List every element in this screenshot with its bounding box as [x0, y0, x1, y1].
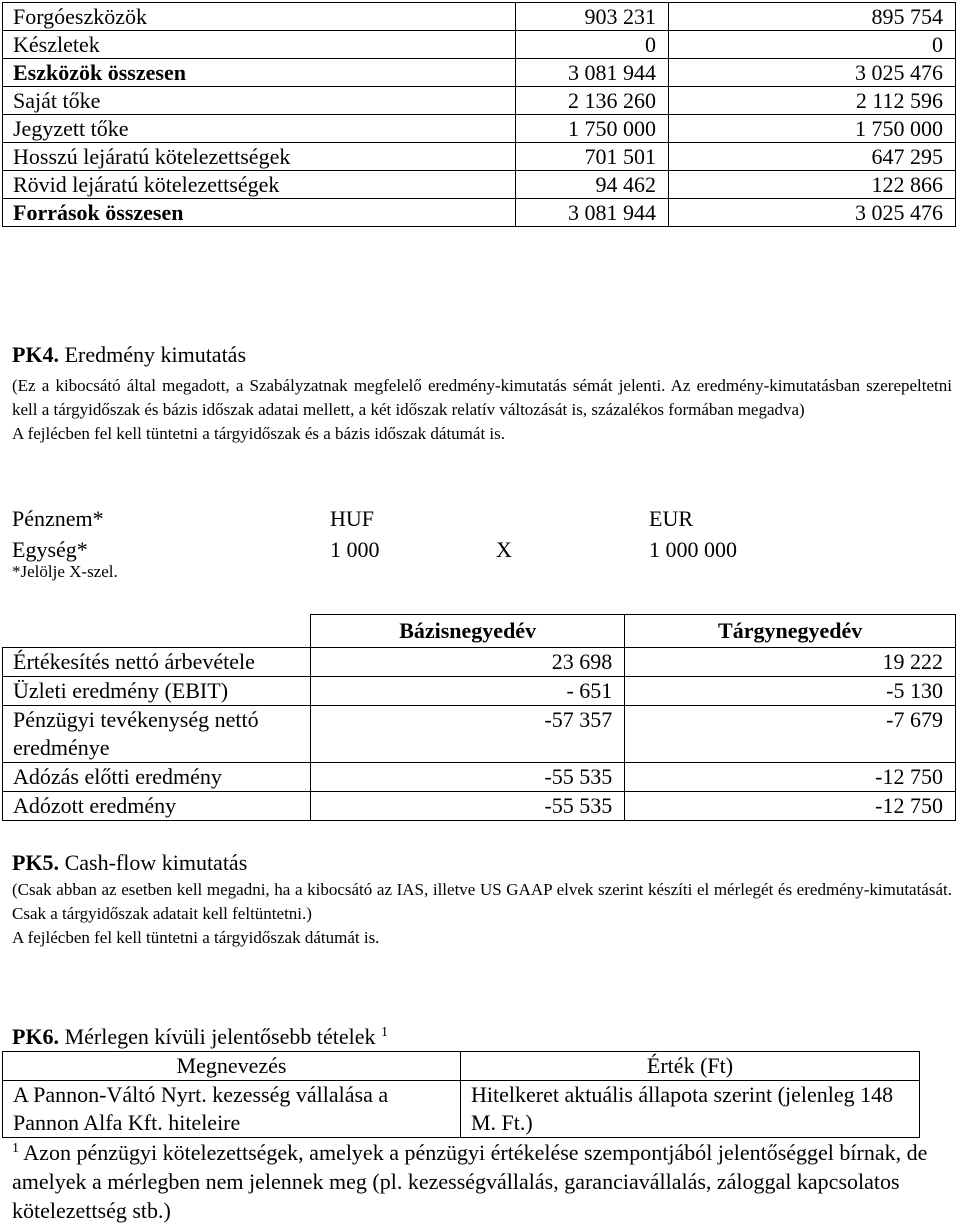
- pk4-header-note: A fejlécben fel kell tüntetni a tárgyidőszak és a bázis időszak dátumát is.: [12, 424, 505, 443]
- balance-sheet-table: [2, 2, 956, 227]
- balance-row-label: Hosszú lejáratú kötelezettségek: [3, 143, 516, 171]
- unit-label: Egység*: [12, 537, 88, 562]
- table-row: [3, 677, 956, 706]
- income-row-current: 19 222: [625, 648, 956, 677]
- income-row-base: 23 698: [311, 648, 625, 677]
- pk6-code: PK6.: [12, 1024, 60, 1049]
- income-row-base: - 651: [311, 677, 625, 706]
- table-row: [3, 143, 956, 171]
- balance-row-label: Források összesen: [3, 199, 516, 227]
- balance-row-current: 122 866: [669, 171, 956, 199]
- income-row-base: -57 357: [311, 706, 625, 763]
- income-row-base: -55 535: [311, 792, 625, 821]
- unit-mark: X: [496, 537, 512, 562]
- table-row: [3, 199, 956, 227]
- income-header-base: Bázisnegyedév: [311, 615, 625, 648]
- income-row-label: Értékesítés nettó árbevétele: [3, 648, 311, 677]
- table-row: [3, 1081, 920, 1138]
- income-row-base: -55 535: [311, 763, 625, 792]
- balance-row-base: 3 081 944: [516, 199, 669, 227]
- currency-huf: HUF: [330, 506, 375, 531]
- obs-header-value: Érték (Ft): [461, 1052, 920, 1081]
- balance-row-label: Jegyzett tőke: [3, 115, 516, 143]
- footnote-text: Azon pénzügyi kötelezettségek, amelyek a pénzügyi értékelése szempontjából jelentőséggel bírnak, de amelyek a mérlegben nem jelennek meg (pl. kezességvállalás, garanciavállalás, záloggal kapcsolatos kötelezettség stb.): [12, 1140, 928, 1223]
- balance-row-base: 94 462: [516, 171, 669, 199]
- balance-row-label: Forgóeszközök: [3, 3, 516, 31]
- pk5-note: (Csak abban az esetben kell megadni, ha a kibocsátó az IAS, illetve US GAAP elvek szerint készíti el mérlegét és eredmény-kimutatását. Csak a tárgyidőszak adatait kell feltüntetni.): [12, 880, 952, 923]
- footnote-mark: 1: [12, 1141, 19, 1156]
- pk5-title: Cash-flow kimutatás: [59, 850, 248, 875]
- table-row: [3, 31, 956, 59]
- table-row: [3, 763, 956, 792]
- pk5-code: PK5.: [12, 850, 60, 875]
- balance-row-label: Saját tőke: [3, 87, 516, 115]
- table-row: [3, 115, 956, 143]
- pk5-note-block: [12, 878, 952, 950]
- pk6-sup: 1: [381, 1025, 389, 1040]
- obs-header-name: Megnevezés: [3, 1052, 461, 1081]
- mark-note: *Jelölje X-szel.: [12, 562, 118, 581]
- footnote: [12, 1138, 952, 1225]
- pk5-header-note: A fejlécben fel kell tüntetni a tárgyidőszak dátumát is.: [12, 928, 380, 947]
- unit-million: 1 000 000: [649, 537, 737, 562]
- table-row: [3, 87, 956, 115]
- income-row-current: -5 130: [625, 677, 956, 706]
- pk4-note-block: [12, 374, 952, 446]
- balance-row-base: 0: [516, 31, 669, 59]
- balance-row-label: Rövid lejáratú kötelezettségek: [3, 171, 516, 199]
- unit-thousand: 1 000: [330, 537, 380, 562]
- income-header-current: Tárgynegyedév: [625, 615, 956, 648]
- balance-row-base: 701 501: [516, 143, 669, 171]
- pk4-heading: [12, 342, 246, 368]
- pk4-note: (Ez a kibocsátó által megadott, a Szabályzatnak megfelelő eredmény-kimutatás sémát jelenti. Az eredmény-kimutatásban szerepeltetni kell a tárgyidőszak és bázis időszak adatai mellett, a két időszak relatív változását is, százalékos formában megadva): [12, 376, 952, 419]
- income-row-label: Pénzügyi tevékenység nettó eredménye: [3, 706, 311, 763]
- balance-row-base: 2 136 260: [516, 87, 669, 115]
- pk6-heading: [12, 1024, 388, 1050]
- table-row: [3, 3, 956, 31]
- balance-row-current: 1 750 000: [669, 115, 956, 143]
- table-row: [3, 706, 956, 763]
- balance-row-current: 3 025 476: [669, 199, 956, 227]
- balance-row-current: 0: [669, 31, 956, 59]
- income-header-blank: [3, 615, 311, 648]
- table-row: [3, 648, 956, 677]
- currency-label: Pénznem*: [12, 506, 104, 531]
- table-row: [3, 59, 956, 87]
- table-row: [3, 171, 956, 199]
- balance-row-base: 3 081 944: [516, 59, 669, 87]
- pk6-title: Mérlegen kívüli jelentősebb tételek: [59, 1024, 382, 1049]
- currency-eur: EUR: [649, 506, 693, 531]
- pk4-title: Eredmény kimutatás: [59, 342, 247, 367]
- income-row-current: -7 679: [625, 706, 956, 763]
- balance-row-current: 895 754: [669, 3, 956, 31]
- balance-row-base: 1 750 000: [516, 115, 669, 143]
- balance-row-current: 2 112 596: [669, 87, 956, 115]
- balance-row-current: 647 295: [669, 143, 956, 171]
- pk4-code: PK4.: [12, 342, 60, 367]
- income-row-label: Adózás előtti eredmény: [3, 763, 311, 792]
- pk5-heading: [12, 850, 247, 876]
- balance-row-label: Készletek: [3, 31, 516, 59]
- balance-row-base: 903 231: [516, 3, 669, 31]
- income-row-current: -12 750: [625, 792, 956, 821]
- balance-row-current: 3 025 476: [669, 59, 956, 87]
- income-row-label: Adózott eredmény: [3, 792, 311, 821]
- off-balance-table: [2, 1051, 920, 1138]
- obs-row-name: A Pannon-Váltó Nyrt. kezesség vállalása a Pannon Alfa Kft. hiteleire: [3, 1081, 461, 1138]
- table-row: [3, 792, 956, 821]
- income-statement-table: [2, 614, 956, 821]
- obs-row-value: Hitelkeret aktuális állapota szerint (jelenleg 148 M. Ft.): [461, 1081, 920, 1138]
- income-row-current: -12 750: [625, 763, 956, 792]
- balance-row-label: Eszközök összesen: [3, 59, 516, 87]
- income-row-label: Üzleti eredmény (EBIT): [3, 677, 311, 706]
